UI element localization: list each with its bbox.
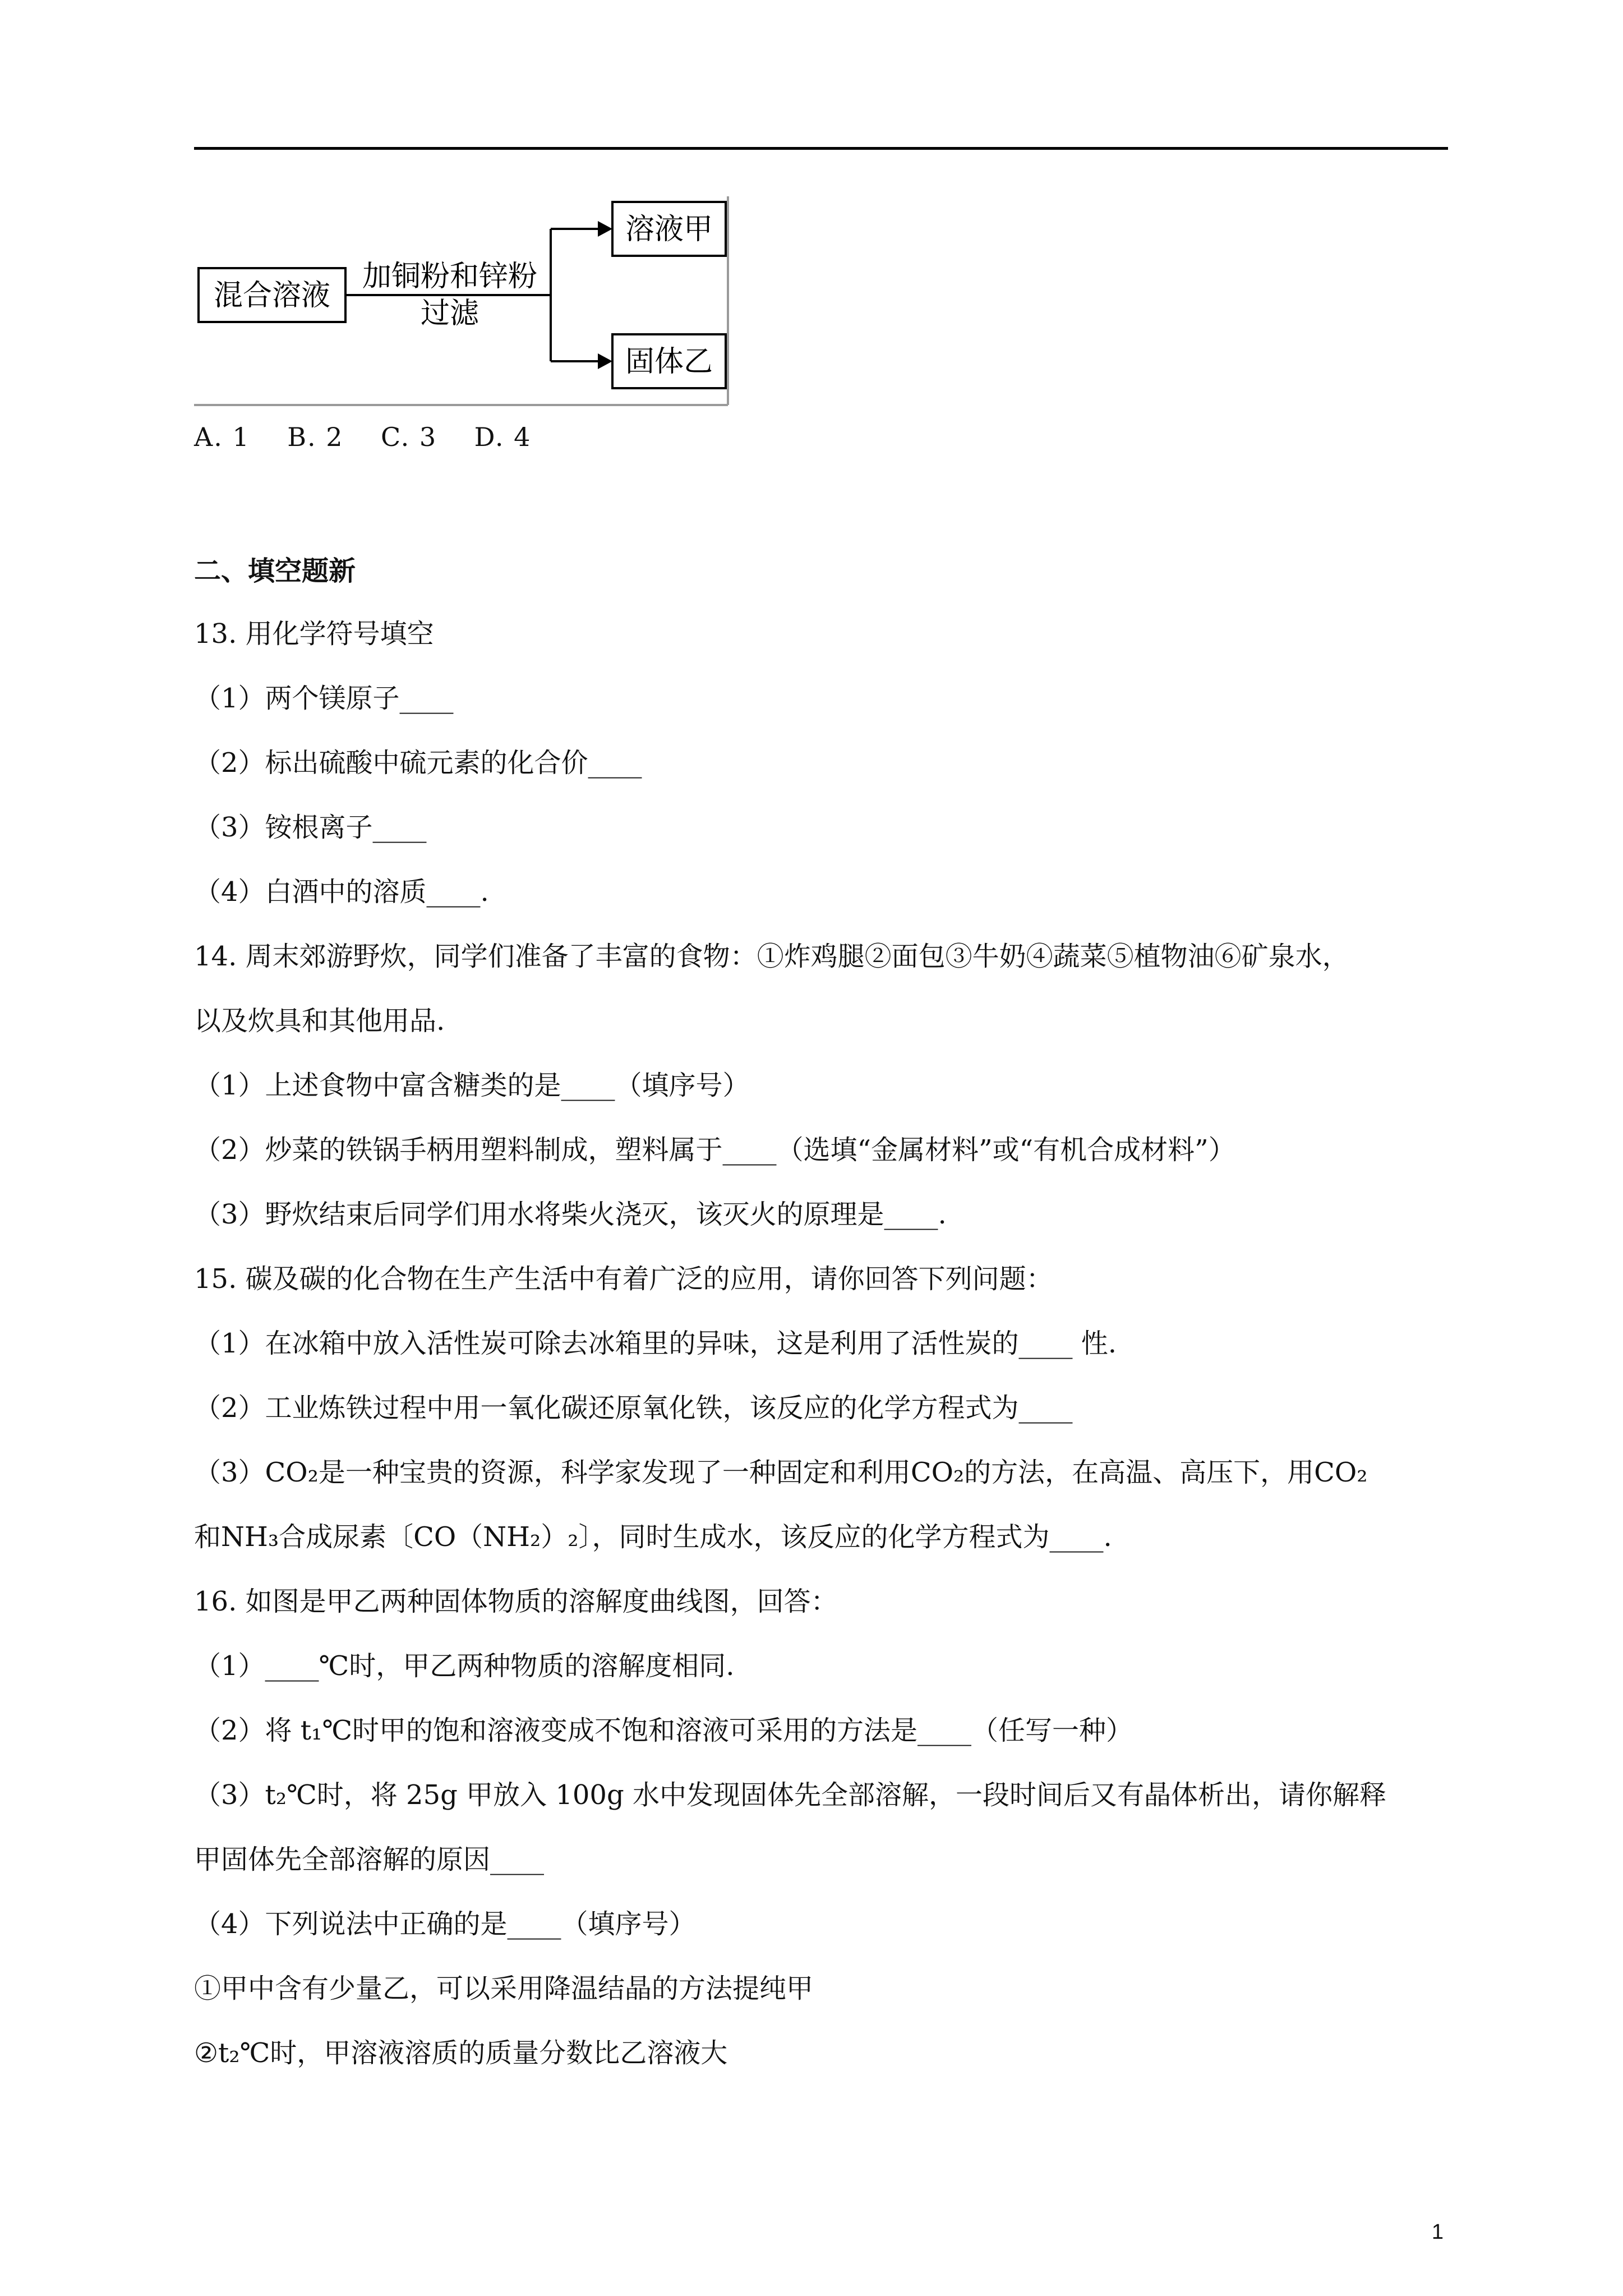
question-14-title-cont: 以及炊具和其他用品. bbox=[194, 1005, 445, 1037]
question-16-title: 16. 如图是甲乙两种固体物质的溶解度曲线图，回答： bbox=[194, 1586, 838, 1617]
question-15-item-1: （1）在冰箱中放入活性炭可除去冰箱里的异味，这是利用了活性炭的____ 性. bbox=[194, 1328, 1117, 1359]
arrow-head-top bbox=[598, 221, 612, 237]
question-15-item-3-cont: 和NH₃合成尿素〔CO（NH₂）₂〕，同时生成水，该反应的化学方程式为____. bbox=[194, 1521, 1112, 1553]
question-16-item-3-cont: 甲固体先全部溶解的原因____ bbox=[194, 1844, 545, 1875]
solution-jia-label: 溶液甲 bbox=[625, 213, 713, 246]
section-title: 二、填空题新 bbox=[194, 555, 356, 587]
page-number: 1 bbox=[1431, 2220, 1444, 2244]
question-13-item-3: （3）铵根离子____ bbox=[194, 812, 427, 843]
step-label-2: 过滤 bbox=[420, 297, 479, 330]
mixed-solution-label: 混合溶液 bbox=[213, 279, 331, 312]
step-label-1: 加铜粉和锌粉 bbox=[362, 260, 538, 293]
question-14-item-2: （2）炒菜的铁锅手柄用塑料制成，塑料属于____（选填“金属材料”或“有机合成材料”） bbox=[194, 1134, 1235, 1166]
arrow-head-bottom bbox=[598, 353, 612, 369]
question-16-item-4: （4）下列说法中正确的是____（填序号） bbox=[194, 1908, 696, 1940]
answer-options: A. 1 B. 2 C. 3 D. 4 bbox=[194, 422, 532, 452]
question-14-title: 14. 周末郊游野炊，同学们准备了丰富的食物：①炸鸡腿②面包③牛奶④蔬菜⑤植物油⑥矿泉水， bbox=[194, 941, 1349, 972]
question-16-item-1: （1）____℃时，甲乙两种物质的溶解度相同. bbox=[194, 1650, 735, 1682]
question-13-item-4: （4）白酒中的溶质____. bbox=[194, 876, 489, 908]
question-14-item-3: （3）野炊结束后同学们用水将柴火浇灭，该灭火的原理是____. bbox=[194, 1199, 947, 1230]
question-15-item-2: （2）工业炼铁过程中用一氧化碳还原氧化铁，该反应的化学方程式为____ bbox=[194, 1392, 1073, 1424]
question-15-item-3: （3）CO₂是一种宝贵的资源，科学家发现了一种固定和利用CO₂的方法，在高温、高压下，用CO₂ bbox=[194, 1457, 1368, 1488]
question-16-statement-2: ②t₂℃时，甲溶液溶质的质量分数比乙溶液大 bbox=[194, 2037, 728, 2069]
question-13-title: 13. 用化学符号填空 bbox=[194, 618, 434, 650]
solid-yi-label: 固体乙 bbox=[625, 345, 713, 379]
question-13-item-1: （1）两个镁原子____ bbox=[194, 683, 454, 714]
flow-diagram bbox=[194, 196, 732, 407]
question-13-item-2: （2）标出硫酸中硫元素的化合价____ bbox=[194, 747, 642, 779]
question-16-item-3: （3）t₂℃时，将 25g 甲放入 100g 水中发现固体先全部溶解，一段时间后又有晶体析出，请你解释 bbox=[194, 1779, 1386, 1811]
question-16-item-2: （2）将 t₁℃时甲的饱和溶液变成不饱和溶液可采用的方法是____（任写一种） bbox=[194, 1715, 1133, 1746]
question-16-statement-1: ①甲中含有少量乙，可以采用降温结晶的方法提纯甲 bbox=[194, 1973, 814, 2004]
question-15-title: 15. 碳及碳的化合物在生产生活中有着广泛的应用，请你回答下列问题： bbox=[194, 1263, 1053, 1295]
header-rule bbox=[194, 147, 1448, 150]
question-14-item-1: （1）上述食物中富含糖类的是____（填序号） bbox=[194, 1070, 750, 1101]
